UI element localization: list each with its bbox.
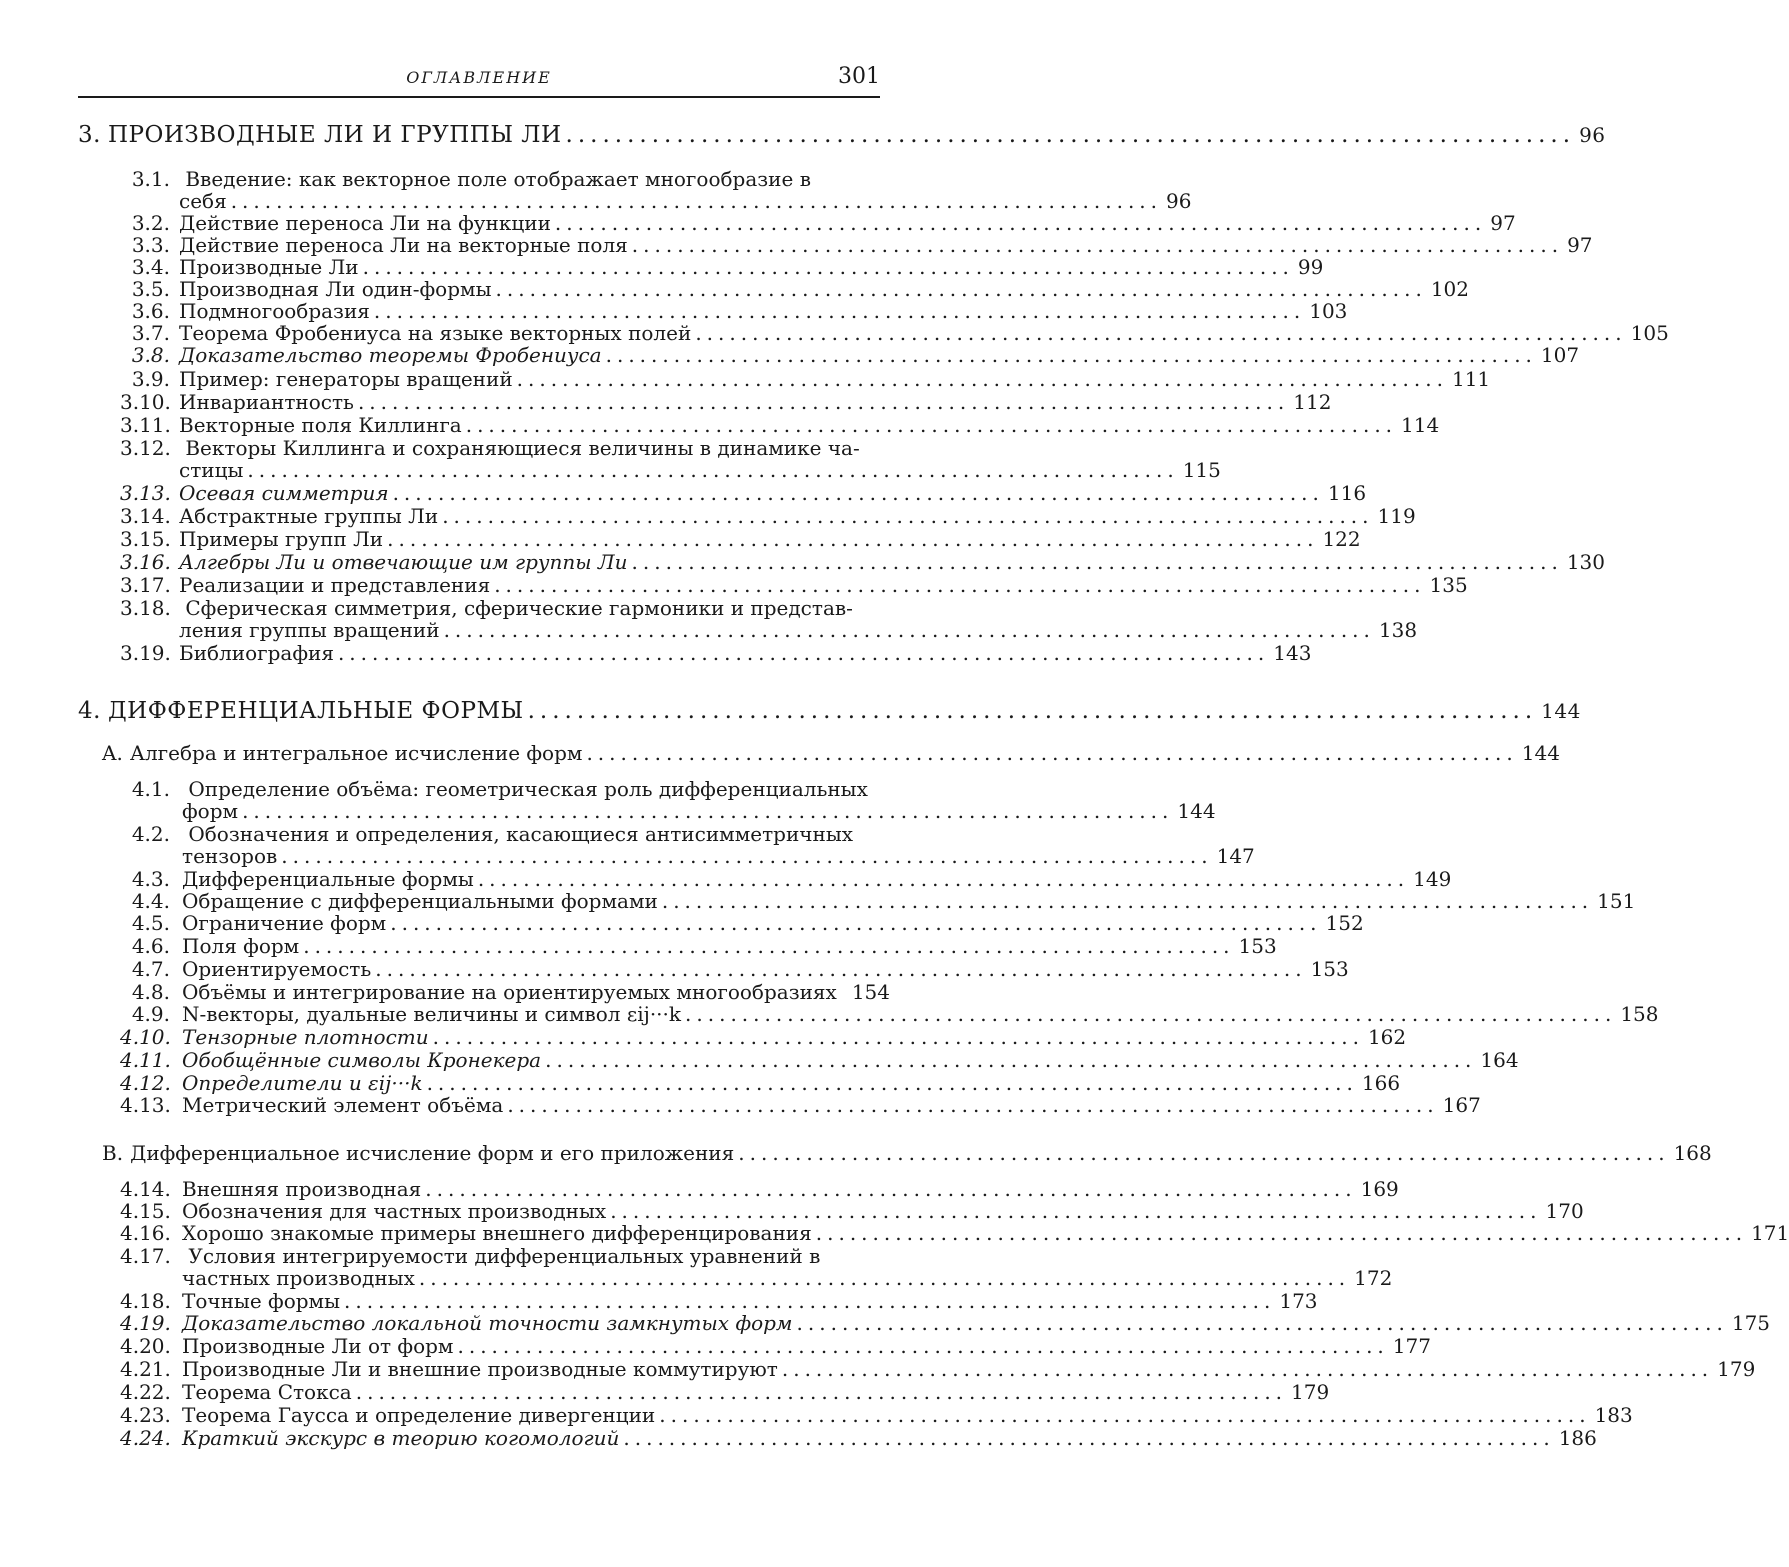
entry-number: 4.3. [131,867,170,891]
dot-leader: .................................................................................. [432,1025,1364,1049]
entry-page: 105 [1630,321,1669,345]
toc-entry-3-4[interactable] [120,255,1324,279]
entry-title: Абстрактные группы Ли [179,504,439,528]
dot-leader: .................................................................................. [457,1334,1389,1358]
dot-leader: .................................................................................. [494,573,1426,597]
dot-leader: .................................................................................. [610,1199,1542,1223]
entry-page: 111 [1451,367,1491,391]
toc-entry-4-9[interactable] [120,1002,1659,1026]
entry-number: 4.16. [120,1221,171,1245]
dot-leader: .................................................................................. [357,390,1290,414]
toc-entry-3-13[interactable] [120,481,1367,505]
dot-leader: .................................................................................. [781,1357,1714,1381]
entry-number: 3.10. [120,390,171,414]
section-title: Алгебра и интегральное исчисление форм [129,741,583,765]
entry-title: Метрический элемент объёма [182,1093,504,1117]
dot-leader: .................................................................................. [477,867,1410,891]
toc-entry-4-24[interactable] [120,1426,1597,1450]
dot-leader: .................................................................................. [242,799,1174,823]
toc-entry-3-7[interactable] [120,321,1669,345]
entry-number: 4.22. [120,1380,171,1404]
entry-title: Теорема Фробениуса на языке векторных полей [179,321,692,345]
dot-leader: .................................................................................. [387,527,1319,551]
toc-entry-4-1-first-line [120,778,890,800]
entry-title: Введение: как векторное поле отображает многообразие в [185,167,811,191]
entry-page: 115 [1182,458,1221,482]
toc-entry-3-1[interactable] [120,189,1192,213]
dot-leader: .................................................................................. [545,1048,1477,1072]
entry-page: 153 [1310,957,1349,981]
entry-title: Краткий экскурс в теорию когомологий [182,1426,620,1450]
entry-title: Действие переноса Ли на функции [179,211,551,235]
entry-page: 166 [1361,1071,1401,1095]
entry-page: 97 [1490,211,1516,235]
toc-entry-3-12-first-line [120,437,880,459]
entry-number: 3.7. [131,321,170,345]
entry-title: Тензорные плотности [182,1025,429,1049]
dot-leader: .................................................................................. [392,481,1324,505]
toc-entry-4-14[interactable] [120,1177,1399,1201]
entry-page: 149 [1413,867,1452,891]
entry-title: Осевая симметрия [179,481,389,505]
toc-entry-3-2[interactable] [120,211,1516,235]
entry-number: 4.12. [120,1071,171,1095]
toc-entry-4-18[interactable] [120,1289,1318,1313]
entry-page: 114 [1401,413,1440,437]
entry-page: 147 [1216,844,1255,868]
toc-entry-3-18-first-line [120,597,880,619]
chapter-page: 144 [1541,699,1581,723]
entry-page: 183 [1594,1403,1633,1427]
entry-number: 3.5. [131,277,170,301]
section-label: A. [102,741,123,765]
entry-page: 179 [1291,1380,1330,1404]
toc-entry-4-15[interactable] [120,1199,1584,1223]
entry-title: Дифференциальные формы [182,867,474,891]
toc-entry-3-14[interactable] [120,504,1416,528]
dot-leader: .................................................................................. [631,233,1564,257]
entry-page: 177 [1392,1334,1431,1358]
entry-title: Обозначения и определения, касающиеся антисимметричных [188,822,854,846]
entry-page: 167 [1442,1093,1481,1117]
entry-page: 102 [1430,277,1469,301]
entry-title: Хорошо знакомые примеры внешнего дифференцирования [182,1221,812,1245]
entry-title: Условия интегрируемости дифференциальных уравнений в [188,1244,821,1268]
entry-number: 4.11. [120,1048,171,1072]
entry-title-continuation: стицы [179,458,244,482]
toc-entry-3-6[interactable] [120,299,1348,323]
dot-leader: .................................................................................. [661,889,1594,913]
entry-number: 3.9. [131,367,170,391]
dot-leader: .................................................................................. [586,741,1518,765]
entry-title: Производные Ли от форм [182,1334,454,1358]
entry-title: Примеры групп Ли [179,527,384,551]
entry-number: 4.7. [131,957,170,981]
section-page: 144 [1521,741,1560,765]
entry-title: Ограничение форм [182,911,387,935]
entry-page: 153 [1238,934,1277,958]
section-title: Дифференциальное исчисление форм и его приложения [130,1141,735,1165]
entry-number: 4.19. [120,1311,171,1335]
entry-page: 119 [1377,504,1416,528]
dot-leader: .................................................................................. [507,1093,1439,1117]
chapter-number: 3. [78,122,101,148]
entry-page: 138 [1378,618,1418,642]
entry-title: Внешняя производная [182,1177,422,1201]
entry-page: 130 [1566,550,1606,574]
entry-page: 135 [1429,573,1468,597]
entry-number: 4.21. [120,1357,171,1381]
entry-page: 103 [1309,299,1348,323]
entry-number: 3.11. [120,413,171,437]
toc-entry-3-17[interactable] [120,573,1468,597]
toc-entry-4-7[interactable] [120,957,1349,981]
toc-entry-4-6[interactable] [120,934,1277,958]
toc-entry-4-16[interactable] [120,1221,1789,1245]
chapter-3-heading[interactable] [78,122,1606,148]
entry-number: 4.17. [120,1244,171,1268]
dot-leader: .................................................................................. [373,299,1306,323]
chapter-page: 96 [1579,123,1606,147]
entry-title: Обращение с дифференциальными формами [182,889,658,913]
toc-entry-3-9[interactable] [120,367,1491,391]
toc-entry-4-21[interactable] [120,1357,1756,1381]
entry-page: 175 [1731,1311,1771,1335]
dot-leader: .................................................................................. [281,844,1213,868]
entry-number: 4.10. [120,1025,171,1049]
entry-title-continuation: форм [182,799,239,823]
toc-entry-3-15[interactable] [120,527,1361,551]
entry-title: Векторные поля Киллинга [179,413,462,437]
entry-title: Библиография [179,641,334,665]
toc-entry-4-20[interactable] [120,1334,1431,1358]
toc-entry-3-3[interactable] [120,233,1593,257]
entry-title: Инвариантность [179,390,354,414]
dot-leader: .................................................................................. [390,911,1322,935]
toc-entry-4-17-first-line [120,1245,890,1267]
toc-entry-4-12[interactable] [120,1071,1401,1095]
section-a-heading[interactable] [102,741,1560,765]
entry-title: Точные формы [182,1289,341,1313]
entry-page: 152 [1325,911,1364,935]
chapter-title: ПРОИЗВОДНЫЕ ЛИ И ГРУППЫ ЛИ [107,122,562,148]
entry-page: 122 [1322,527,1361,551]
toc-entry-4-1[interactable] [120,799,1216,823]
toc-entry-3-16[interactable] [120,550,1606,574]
entry-page: 186 [1558,1426,1597,1450]
entry-number: 3.4. [131,255,170,279]
entry-title-continuation: ления группы вращений [179,618,440,642]
entry-number: 4.6. [131,934,170,958]
toc-entry-4-2[interactable] [120,844,1255,868]
dot-leader: .................................................................................. [565,122,1576,148]
dot-leader: .................................................................................. [230,189,1163,213]
running-title: ОГЛАВЛЕНИЕ [406,68,552,87]
entry-title: Подмногообразия [179,299,370,323]
entry-page: 107 [1540,343,1580,367]
entry-title: Реализации и представления [179,573,491,597]
entry-title-continuation: частных производных [182,1266,415,1290]
entry-number: 3.1. [131,167,170,191]
page-number: 301 [838,64,880,89]
running-header [78,62,880,98]
dot-leader: .................................................................................. [443,618,1375,642]
entry-title: Алгебры Ли и отвечающие им группы Ли [179,550,628,574]
toc-entry-4-17[interactable] [120,1266,1393,1290]
entry-title: Пример: генераторы вращений [179,367,513,391]
dot-leader: .................................................................................. [527,698,1538,724]
dot-leader: .................................................................................. [418,1266,1351,1290]
dot-leader: .................................................................................. [738,1141,1670,1165]
entry-number: 4.20. [120,1334,171,1358]
dot-leader: .................................................................................. [442,504,1374,528]
dot-leader: .................................................................................. [796,1311,1728,1335]
dot-leader: .................................................................................. [425,1177,1357,1201]
entry-number: 4.18. [120,1289,171,1313]
entry-title: Векторы Киллинга и сохраняющиеся величины в динамике ча- [185,436,860,460]
entry-number: 3.13. [120,481,171,505]
entry-number: 3.2. [131,211,170,235]
entry-number: 4.23. [120,1403,171,1427]
entry-page: 169 [1360,1177,1399,1201]
dot-leader: .................................................................................. [247,458,1179,482]
entry-number: 4.13. [120,1093,171,1117]
toc-entry-4-8[interactable] [120,981,890,1003]
entry-page: 143 [1273,641,1312,665]
entry-page: 173 [1279,1289,1318,1313]
entry-page: 158 [1620,1002,1659,1026]
dot-leader: .................................................................................. [375,957,1307,981]
entry-number: 3.14. [120,504,171,528]
entry-title-continuation: себя [179,189,227,213]
entry-title-continuation: тензоров [182,844,278,868]
toc-entry-3-8[interactable] [120,343,1580,367]
toc-entry-3-12[interactable] [120,458,1221,482]
toc-entry-4-2-first-line [120,823,890,845]
entry-page: 99 [1297,255,1324,279]
toc-entry-4-22[interactable] [120,1380,1330,1404]
chapter-title: ДИФФЕРЕНЦИАЛЬНЫЕ ФОРМЫ [107,698,524,724]
entry-number: 3.18. [120,596,171,620]
entry-number: 4.4. [131,889,170,913]
toc-entry-4-4[interactable] [120,889,1636,913]
entry-title: Определение объёма: геометрическая роль дифференциальных [188,777,868,801]
entry-page: 179 [1717,1357,1756,1381]
entry-number: 4.9. [131,1002,170,1026]
entry-number: 3.16. [120,550,171,574]
chapter-number: 4. [78,698,101,724]
entry-page: 164 [1480,1048,1519,1072]
entry-number: 4.2. [131,822,170,846]
entry-title: Доказательство локальной точности замкнутых форм [182,1311,793,1335]
toc-entry-4-5[interactable] [120,911,1364,935]
entry-page: 162 [1367,1025,1407,1049]
entry-title: Объёмы и интегрирование на ориентируемых многообразиях [182,980,837,1004]
entry-number: 3.12. [120,436,171,460]
entry-title: Доказательство теоремы Фробениуса [179,343,602,367]
entry-title: N-векторы, дуальные величины и символ εij···k [182,1002,682,1026]
dot-leader: .................................................................................. [362,255,1294,279]
section-label: B. [102,1141,124,1165]
entry-number: 3.3. [131,233,170,257]
dot-leader: .................................................................................. [337,641,1270,665]
section-b-heading[interactable] [102,1141,1712,1165]
entry-page: 172 [1354,1266,1393,1290]
entry-number: 3.8. [131,343,170,367]
dot-leader: .................................................................................. [631,550,1563,574]
entry-number: 3.15. [120,527,171,551]
entry-number: 3.17. [120,573,171,597]
entry-title: Определители и εij···k [182,1071,423,1095]
entry-page: 151 [1597,889,1636,913]
toc-entry-3-18[interactable] [120,618,1418,642]
entry-page: 116 [1327,481,1367,505]
toc-entry-3-10[interactable] [120,390,1332,414]
dot-leader: .................................................................................. [303,934,1235,958]
dot-leader: .................................................................................. [554,211,1487,235]
dot-leader: .................................................................................. [344,1289,1276,1313]
entry-title: Теорема Стокса [182,1380,352,1404]
toc-entry-4-23[interactable] [120,1403,1633,1427]
dot-leader: .................................................................................. [659,1403,1591,1427]
entry-number: 4.5. [131,911,170,935]
toc-entry-3-19[interactable] [120,641,1312,665]
entry-number: 3.6. [131,299,170,323]
entry-number: 3.19. [120,641,171,665]
toc-entry-4-10[interactable] [120,1025,1407,1049]
dot-leader: .................................................................................. [495,277,1427,301]
dot-leader: .................................................................................. [605,343,1537,367]
toc-entry-4-19[interactable] [120,1311,1771,1335]
entry-title: Производная Ли один-формы [179,277,492,301]
entry-number: 4.8. [131,980,170,1004]
entry-title: Сферическая симметрия, сферические гармоники и представ- [185,596,853,620]
entry-page: 171 [1751,1221,1789,1245]
toc-entry-3-11[interactable] [120,413,1440,437]
entry-page: 154 [851,980,890,1004]
entry-page: 97 [1567,233,1593,257]
entry-title: Производные Ли и внешние производные коммутируют [182,1357,778,1381]
entry-number: 4.15. [120,1199,171,1223]
dot-leader: .................................................................................. [685,1002,1617,1026]
chapter-4-heading[interactable] [78,698,1581,724]
entry-number: 4.14. [120,1177,171,1201]
dot-leader: .................................................................................. [623,1426,1555,1450]
entry-title: Производные Ли [179,255,359,279]
toc-entry-4-3[interactable] [120,867,1452,891]
toc-entry-3-5[interactable] [120,277,1469,301]
toc-entry-3-1-first-line [120,168,880,190]
dot-leader: .................................................................................. [465,413,1398,437]
toc-entry-4-13[interactable] [120,1093,1481,1117]
entry-title: Ориентируемость [182,957,372,981]
dot-leader: .................................................................................. [426,1071,1358,1095]
entry-title: Поля форм [182,934,300,958]
entry-page: 96 [1166,189,1192,213]
entry-number: 4.24. [120,1426,171,1450]
entry-title: Обобщённые символы Кронекера [182,1048,542,1072]
entry-number: 4.1. [131,777,170,801]
dot-leader: .................................................................................. [355,1380,1288,1404]
entry-page: 144 [1177,799,1216,823]
entry-title: Действие переноса Ли на векторные поля [179,233,628,257]
dot-leader: .................................................................................. [516,367,1448,391]
dot-leader: .................................................................................. [695,321,1627,345]
dot-leader: .................................................................................. [815,1221,1748,1245]
entry-page: 170 [1545,1199,1584,1223]
toc-entry-4-11[interactable] [120,1048,1519,1072]
entry-page: 112 [1293,390,1332,414]
entry-title: Обозначения для частных производных [182,1199,607,1223]
section-page: 168 [1673,1141,1712,1165]
entry-title: Теорема Гаусса и определение дивергенции [182,1403,656,1427]
